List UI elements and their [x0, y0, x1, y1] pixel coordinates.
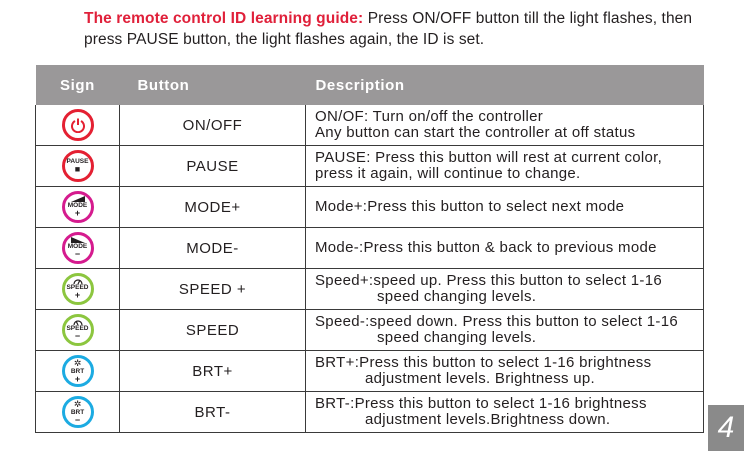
remote-button-table — [35, 65, 704, 433]
button-name: MODE+ — [120, 187, 306, 228]
button-name: BRT+ — [120, 351, 306, 392]
button-name: SPEED + — [120, 269, 306, 310]
table-row — [36, 187, 704, 228]
button-name: PAUSE — [120, 146, 306, 187]
button-name: BRT- — [120, 392, 306, 433]
button-description: BRT-:Press this button to select 1-16 brightness adjustment levels.Brightness down. — [306, 392, 704, 433]
table-row — [36, 146, 704, 187]
button-description: ON/OF: Turn on/off the controller Any button can start the controller at off status — [306, 105, 704, 146]
speed-minus-icon: SPEED − — [62, 314, 94, 346]
table-row — [36, 269, 704, 310]
button-name: MODE- — [120, 228, 306, 269]
guide-text: Press ON/OFF button till the light flashes, then press PAUSE button, the light flashes again, the ID is set. — [84, 10, 693, 48]
header-description: Description — [315, 76, 405, 94]
mode-plus-icon: MODE + — [62, 191, 94, 223]
brightness-plus-icon: ✲ BRT + — [62, 355, 94, 387]
button-description: BRT+:Press this button to select 1-16 brightness adjustment levels. Brightness up. — [306, 351, 704, 392]
button-description: Speed-:speed down. Press this button to select 1-16 speed changing levels. — [306, 310, 704, 351]
button-description: Speed+:speed up. Press this button to select 1-16 speed changing levels. — [306, 269, 704, 310]
header-sign: Sign — [60, 76, 95, 94]
speed-plus-icon: SPEED + — [62, 273, 94, 305]
pause-icon: PAUSE ■ — [62, 150, 94, 182]
table-row — [36, 392, 704, 433]
header-button: Button — [137, 76, 190, 94]
button-name: SPEED — [120, 310, 306, 351]
table-row — [36, 351, 704, 392]
brightness-minus-icon: ✲ BRT − — [62, 396, 94, 428]
button-description: Mode+:Press this button to select next mode — [306, 187, 704, 228]
table-row — [36, 105, 704, 146]
button-description: PAUSE: Press this button will rest at current color, press it again, will continue to change. — [306, 146, 704, 187]
guide-paragraph — [84, 8, 724, 50]
page-number: 4 — [708, 405, 744, 451]
table-row — [36, 228, 704, 269]
button-description: Mode-:Press this button & back to previous mode — [306, 228, 704, 269]
power-icon — [62, 109, 94, 141]
guide-lead: The remote control ID learning guide: — [84, 10, 364, 27]
table-row — [36, 310, 704, 351]
table-header-row — [36, 65, 704, 105]
mode-minus-icon: MODE − — [62, 232, 94, 264]
button-name: ON/OFF — [120, 105, 306, 146]
